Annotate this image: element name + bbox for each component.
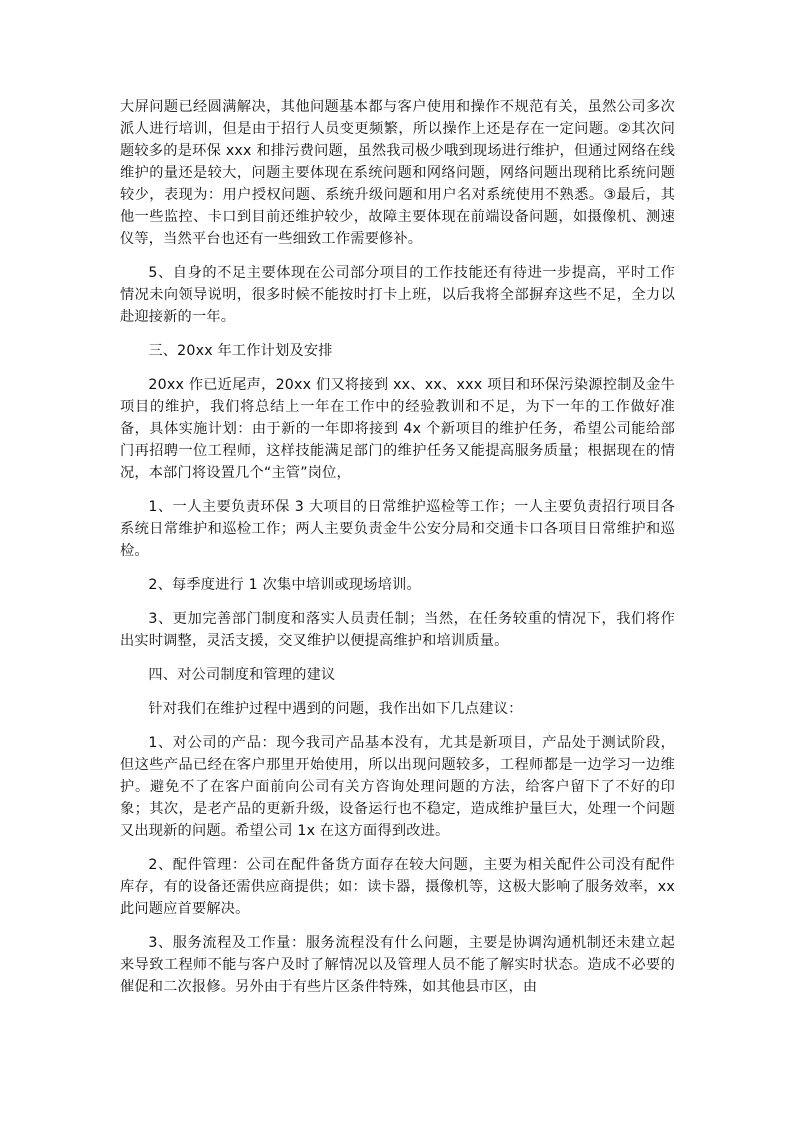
paragraph-intro-problems: 大屏问题已经圆满解决，其他问题基本都与客户使用和操作不规范有关，虽然公司多次派人进行培训，但是由于招行人员变更频繁，所以操作上还是存在一定问题。②其次问题较多的是环保 xxx 和排污费问题，虽然我司极少哦到现场进行维护，但通过网络在线维护的量还是较大，问题主要体现在系统问题和网络问题，网络问题出现稍比系统问题较少，表现为：用户授权问题、系统升级问题和用户名对系统使用不熟悉。③最后，其他一些监控、卡口到目前还维护较少，故障主要体现在前端设备问题，如摄像机、测速仪等，当然平台也还有一些细致工作需要修补。 (120, 99, 675, 247)
paragraph-plan-item-2: 2、每季度进行 1 次集中培训或现场培训。 (148, 577, 421, 593)
paragraph-plan-item-1: 1、一人主要负责环保 3 大项目的日常维护巡检等工作；一人主要负责招行项目各系统日常维护和巡检工作；两人主要负责金牛公安分局和交通卡口各项目日常维护和巡检。 (120, 499, 675, 559)
section-heading-suggestions: 四、对公司制度和管理的建议 (148, 667, 336, 683)
section-heading-work-plan: 三、20xx 年工作计划及安排 (148, 343, 333, 359)
paragraph-suggestion-process: 3、服务流程及工作量：服务流程没有什么问题，主要是协调沟通机制还未建立起来导致工程师不能与客户及时了解情况以及管理人员不能了解实时状态。造成不必要的催促和二次报修。另外由于有些片区条件特殊，如其他县市区，由 (120, 935, 675, 995)
paragraph-suggestions-intro: 针对我们在维护过程中遇到的问题，我作出如下几点建议： (148, 701, 523, 717)
paragraph-suggestion-products: 1、对公司的产品：现今我司产品基本没有，尤其是新项目，产品处于测试阶段，但这些产品已经在客户那里开始使用，所以出现问题较多，工程师都是一边学习一边维护。避免不了在客户面前向公司有关方咨询处理问题的方法，给客户留下了不好的印象；其次，是老产品的更新升级，设备运行也不稳定，造成维护量巨大，处理一个问题又出现新的问题。希望公司 1x 在这方面得到改进。 (120, 735, 675, 839)
document-page (120, 96, 675, 1010)
paragraph-self-shortcomings: 5、自身的不足主要体现在公司部分项目的工作技能还有待进一步提高，平时工作情况未向领导说明，很多时候不能按时打卡上班，以后我将全部摒弃这些不足，全力以赴迎接新的一年。 (120, 265, 675, 325)
paragraph-plan-item-3: 3、更加完善部门制度和落实人员责任制；当然，在任务较重的情况下，我们将作出实时调整，灵活支援，交叉维护以便提高维护和培训质量。 (120, 611, 675, 649)
paragraph-plan-overview: 20xx 作已近尾声，20xx 们又将接到 xx、xx、xxx 项目和环保污染源控制及金牛项目的维护，我们将总结上一年在工作中的经验教训和不足，为下一年的工作做好准备，具体实施计划：由于新的一年即将接到 4x 个新项目的维护任务，希望公司能给部门再招聘一位工程师，这样技能满足部门的维护任务又能提高服务质量；根据现在的情况，本部门将设置几个“主管”岗位， (120, 377, 675, 481)
paragraph-suggestion-parts: 2、配件管理：公司在配件备货方面存在较大问题，主要为相关配件公司没有配件库存，有的设备还需供应商提供；如：读卡器，摄像机等，这极大影响了服务效率，xx 此问题应首要解决。 (120, 857, 675, 917)
